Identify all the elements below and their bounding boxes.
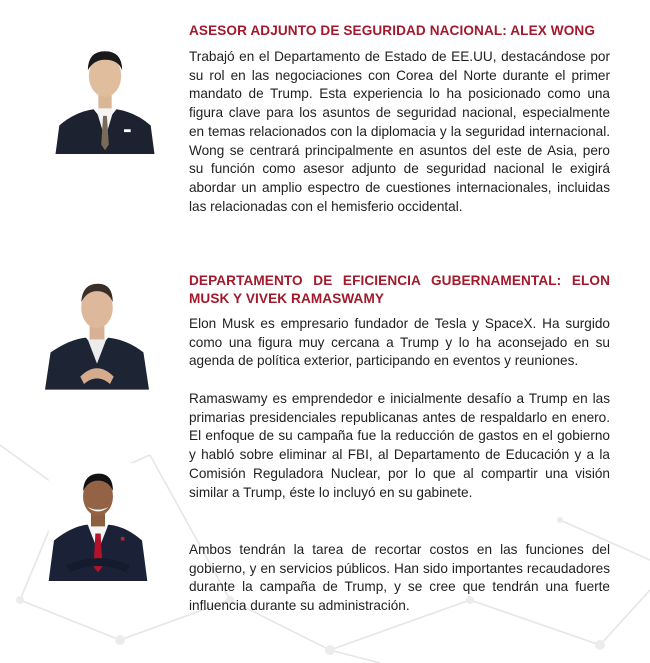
vivek-ramaswamy-paragraph: Ramaswamy es emprendedor e inicialmente desafío a Trump en las primarias presidenciales republicanas antes de respaldarlo en enero. El enfoque de su campaña fue la reducción de gastos en el gobierno y habló sobre eliminar al FBI, al Departamento de Educación y a la Comisión Reguladora Nuclear, por lo que al compartir una visión similar a Trump, éste lo incluyó en su gabinete. (189, 391, 610, 500)
closing-paragraph: Ambos tendrán la tarea de recortar costos en las funciones del gobierno, y en servicios públicos. Han sido importantes recaudadores durante la campaña de Trump, y se cree que tendrán una fuerte influencia durante su administración. (189, 542, 610, 614)
elon-musk-photo (45, 273, 149, 391)
alex-wong-paragraph: Trabajó en el Departamento de Estado de EE.UU, destacándose por su rol en las negociaciones con Corea del Norte durante el primer mandato de Trump. Esta experiencia lo ha posicionado como una figura clave para los asuntos de seguridad nacional, especialmente en temas relacionados con la diplomacia y la seguridad internacional. Wong se centrará principalmente en asuntos del este de Asia, pero su función como asesor adjunto de seguridad nacional le exigirá abordar un amplio espectro de cuestiones internacionales, incluidas las relacionadas con el hemisferio occidental. (189, 49, 610, 214)
vivek-ramaswamy-photo (46, 463, 150, 581)
elon-musk-paragraph: Elon Musk es empresario fundador de Tesla y SpaceX. Ha surgido como una figura muy cercana a Trump y lo ha aconsejado en su agenda de política exterior, participando en eventos y reuniones. (189, 316, 610, 369)
alex-wong-photo (53, 36, 157, 154)
section-heading-efficiency-department: DEPARTAMENTO DE EFICIENCIA GUBERNAMENTAL: ELON MUSK Y VIVEK RAMASWAMY (189, 273, 610, 306)
section-heading-alex-wong: ASESOR ADJUNTO DE SEGURIDAD NACIONAL: ALEX WONG (189, 23, 595, 38)
